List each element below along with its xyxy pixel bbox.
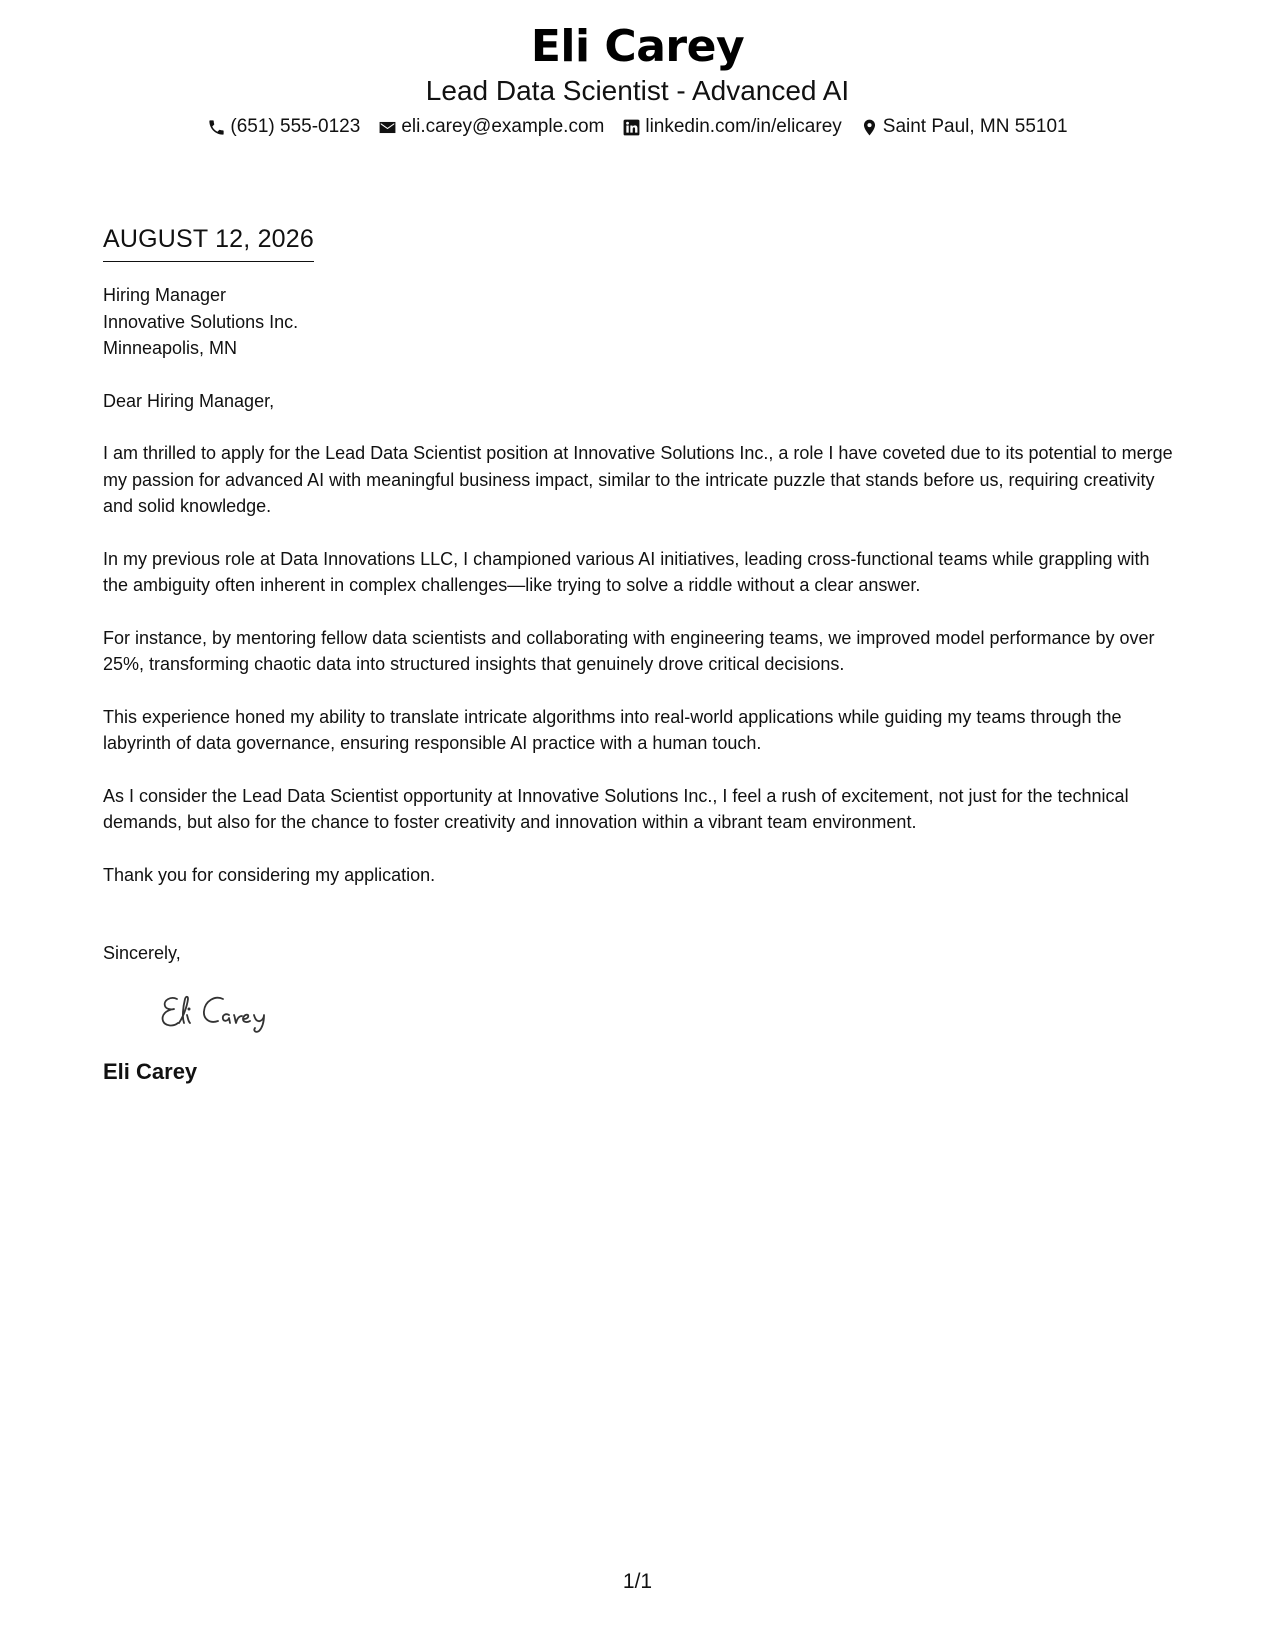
letter-paragraph: I am thrilled to apply for the Lead Data Scientist position at Innovative Solutions Inc., a role I have coveted due to its potential to merge my passion for advanced AI with meaningful business impact, similar to the intricate puzzle that stands before us, requiring creativity and solid knowledge. [103, 443, 1173, 516]
map-pin-icon [860, 118, 879, 137]
recipient-block [103, 282, 1173, 362]
letter-paragraph: As I consider the Lead Data Scientist opportunity at Innovative Solutions Inc., I feel a rush of excitement, not just for the technical demands, but also for the chance to foster creativity and innovation within a vibrant team environment. [103, 785, 1129, 832]
letter-body [103, 222, 1173, 1087]
letter-paragraph: For instance, by mentoring fellow data scientists and collaborating with engineering teams, we improved model performance by over 25%, transforming chaotic data into structured insights that genuinely drove critical decisions. [103, 627, 1155, 674]
linkedin-text[interactable]: linkedin.com/in/elicarey [645, 116, 842, 137]
applicant-name: Eli Carey [530, 21, 745, 72]
letter-paragraph: Thank you for considering my application. [103, 864, 436, 885]
handwritten-signature [155, 985, 315, 1041]
envelope-icon [378, 118, 397, 137]
closing: Sincerely, [103, 943, 181, 963]
contact-phone [207, 114, 360, 140]
letter-paragraph: This experience honed my ability to translate intricate algorithms into real-world applications while guiding my teams through the labyrinth of data governance, ensuring responsible AI practice with a human touch. [103, 706, 1122, 753]
contact-location [860, 114, 1068, 140]
contact-email[interactable] [378, 114, 604, 140]
linkedin-icon [622, 118, 641, 137]
salutation: Dear Hiring Manager, [103, 390, 275, 411]
letter-paragraph: In my previous role at Data Innovations LLC, I championed various AI initiatives, leading cross-functional teams while grappling with the ambiguity often inherent in complex challenges—like trying to solve a riddle without a clear answer. [103, 548, 1150, 595]
recipient-line: Hiring Manager [103, 285, 227, 305]
recipient-line: Innovative Solutions Inc. [103, 311, 299, 332]
contact-linkedin[interactable] [622, 114, 841, 140]
signer-name: Eli Carey [103, 1058, 198, 1084]
phone-text: (651) 555-0123 [230, 116, 361, 137]
recipient-line: Minneapolis, MN [103, 338, 238, 358]
phone-icon [207, 118, 226, 137]
location-text: Saint Paul, MN 55101 [882, 116, 1068, 137]
job-title: Lead Data Scientist - Advanced AI [425, 75, 850, 106]
page-indicator: 1/1 [622, 1570, 653, 1593]
contact-bar [0, 114, 1275, 140]
email-text[interactable]: eli.carey@example.com [401, 116, 605, 137]
letter-date: AUGUST 12, 2026 [103, 222, 314, 262]
letter-header [0, 18, 1275, 140]
